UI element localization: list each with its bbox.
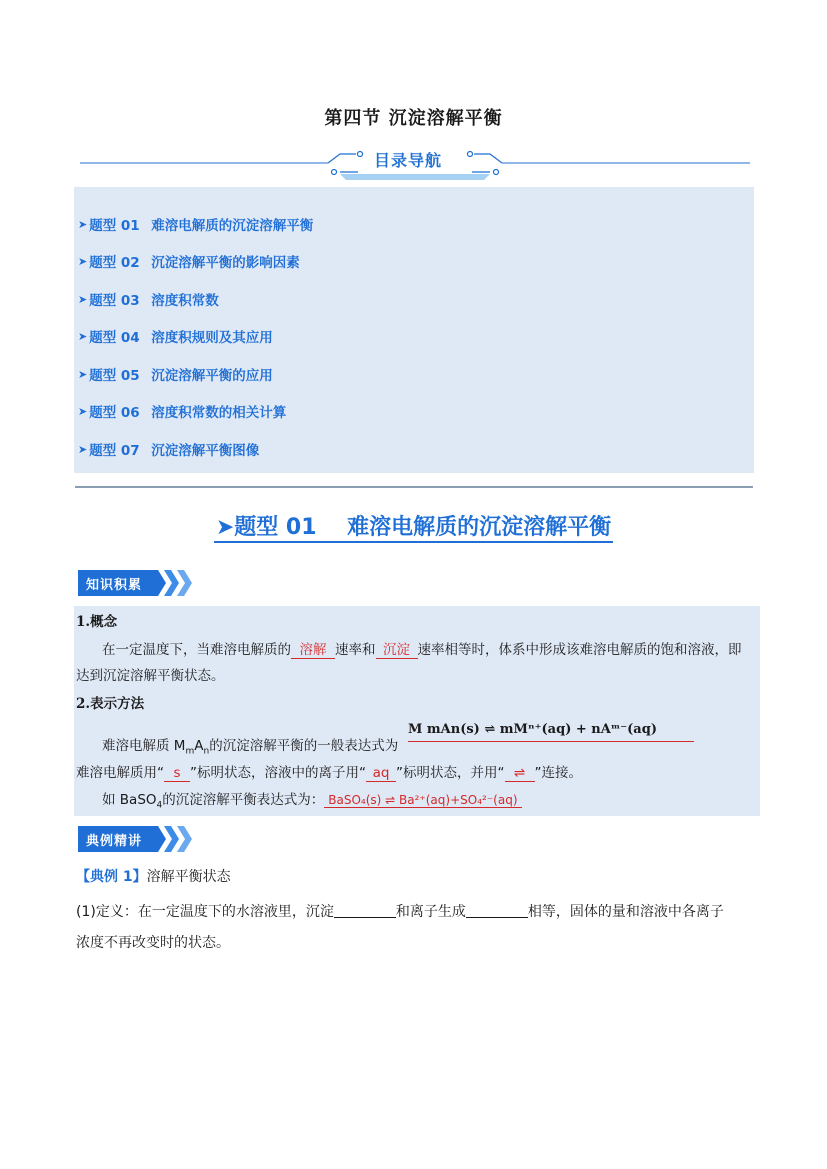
section-divider xyxy=(75,486,753,488)
toc-item-num: 题型 05 xyxy=(89,368,140,384)
concept-text: 速率相等时，体系中形成该难溶电解质的饱和溶液，即 xyxy=(417,642,742,658)
arrow-icon: ➤ xyxy=(78,292,88,306)
toc-item-07[interactable] xyxy=(78,438,259,460)
example-title: 溶解平衡状态 xyxy=(146,869,231,885)
baso4-expression-line xyxy=(102,788,522,811)
arrow-icon: ➤ xyxy=(78,367,88,381)
toc-item-03[interactable] xyxy=(78,288,219,310)
example-title-line xyxy=(76,866,231,886)
general-formula: M mAn(s) ⇌ mMⁿ⁺(aq) + nAᵐ⁻(aq) xyxy=(408,722,694,742)
expr-sub: m xyxy=(185,746,195,757)
question-text: 和离子生成 xyxy=(395,904,466,920)
page-title: 第四节 沉淀溶解平衡 xyxy=(324,108,503,129)
expr-text: 难溶电解质 M xyxy=(102,738,186,754)
section-heading-text: 题型 01 难溶电解质的沉淀溶解平衡 xyxy=(234,515,612,540)
nav-banner xyxy=(78,142,752,184)
notation-heading: 2.表示方法 xyxy=(76,696,145,712)
toc-item-05[interactable] xyxy=(78,363,273,385)
notation-text: ”标明状态，溶液中的离子用“ xyxy=(190,765,366,781)
toc-item-01[interactable] xyxy=(78,213,313,235)
toc-item-label: 溶度积规则及其应用 xyxy=(151,330,273,346)
answer-blank-dissolve: 溶解 xyxy=(291,638,335,659)
baso4-sub: 4 xyxy=(156,800,163,811)
notation-text: ”标明状态，并用“ xyxy=(396,765,505,781)
toc-item-label: 溶度积常数的相关计算 xyxy=(151,405,287,421)
arrow-icon: ➤ xyxy=(78,254,88,268)
section-heading xyxy=(0,510,827,541)
example-tag xyxy=(78,826,192,852)
example-question-line1 xyxy=(76,901,724,921)
arrow-icon: ➤ xyxy=(78,442,88,456)
expr-text: 的沉淀溶解平衡的一般表达式为 xyxy=(209,738,399,754)
arrow-icon: ➤ xyxy=(78,329,88,343)
arrow-icon: ➤ xyxy=(215,515,235,540)
toc-item-label: 沉淀溶解平衡的影响因素 xyxy=(151,255,300,271)
example-number: 【典例 1】 xyxy=(76,869,147,885)
fill-blank-1[interactable] xyxy=(334,904,396,918)
toc-item-02[interactable] xyxy=(78,250,300,272)
state-notation-line xyxy=(76,761,582,782)
answer-blank-equilibrium: ⇌ xyxy=(505,765,535,782)
baso4-text: 如 BaSO xyxy=(102,792,157,808)
example-question-line2: 浓度不再改变时的状态。 xyxy=(76,935,230,951)
toc-item-num: 题型 02 xyxy=(89,255,140,271)
concept-paragraph-cont: 达到沉淀溶解平衡状态。 xyxy=(76,668,225,684)
toc-item-04[interactable] xyxy=(78,325,273,347)
concept-text: 速率和 xyxy=(335,642,376,658)
toc-box xyxy=(74,187,754,473)
notation-text: 难溶电解质用“ xyxy=(76,765,164,781)
toc-item-label: 沉淀溶解平衡图像 xyxy=(151,443,260,459)
concept-heading: 1.概念 xyxy=(76,614,118,630)
knowledge-tag xyxy=(78,570,192,596)
knowledge-box xyxy=(74,606,760,816)
answer-blank-aq: aq xyxy=(366,765,396,782)
toc-item-06[interactable] xyxy=(78,400,286,422)
toc-item-label: 沉淀溶解平衡的应用 xyxy=(151,368,273,384)
baso4-text: 的沉淀溶解平衡表达式为： xyxy=(162,792,325,808)
concept-text: 在一定温度下，当难溶电解质的 xyxy=(102,642,291,658)
expr-sub: n xyxy=(203,746,210,757)
arrow-icon: ➤ xyxy=(78,217,88,231)
toc-item-label: 溶度积常数 xyxy=(151,293,219,309)
toc-item-num: 题型 01 xyxy=(89,218,140,234)
expr-text: A xyxy=(194,738,204,754)
knowledge-tag-label: 知识积累 xyxy=(86,578,143,593)
toc-item-num: 题型 06 xyxy=(89,405,140,421)
toc-item-num: 题型 07 xyxy=(89,443,140,459)
toc-item-num: 题型 03 xyxy=(89,293,140,309)
notation-text: ”连接。 xyxy=(534,765,582,781)
general-expression-line xyxy=(102,734,398,757)
question-text: (1)定义：在一定温度下的水溶液里，沉淀 xyxy=(76,904,334,920)
answer-blank-s: s xyxy=(164,765,190,782)
question-text: 相等，固体的量和溶液中各离子 xyxy=(527,904,724,920)
nav-label: 目录导航 xyxy=(374,151,443,170)
arrow-icon: ➤ xyxy=(78,404,88,418)
concept-paragraph xyxy=(102,638,742,659)
toc-item-label: 难溶电解质的沉淀溶解平衡 xyxy=(151,218,314,234)
fill-blank-2[interactable] xyxy=(466,904,528,918)
example-tag-label: 典例精讲 xyxy=(86,834,143,849)
answer-blank-precipitate: 沉淀 xyxy=(376,638,418,659)
baso4-formula: BaSO₄(s) ⇌ Ba²⁺(aq)+SO₄²⁻(aq) xyxy=(324,793,521,808)
toc-item-num: 题型 04 xyxy=(89,330,140,346)
